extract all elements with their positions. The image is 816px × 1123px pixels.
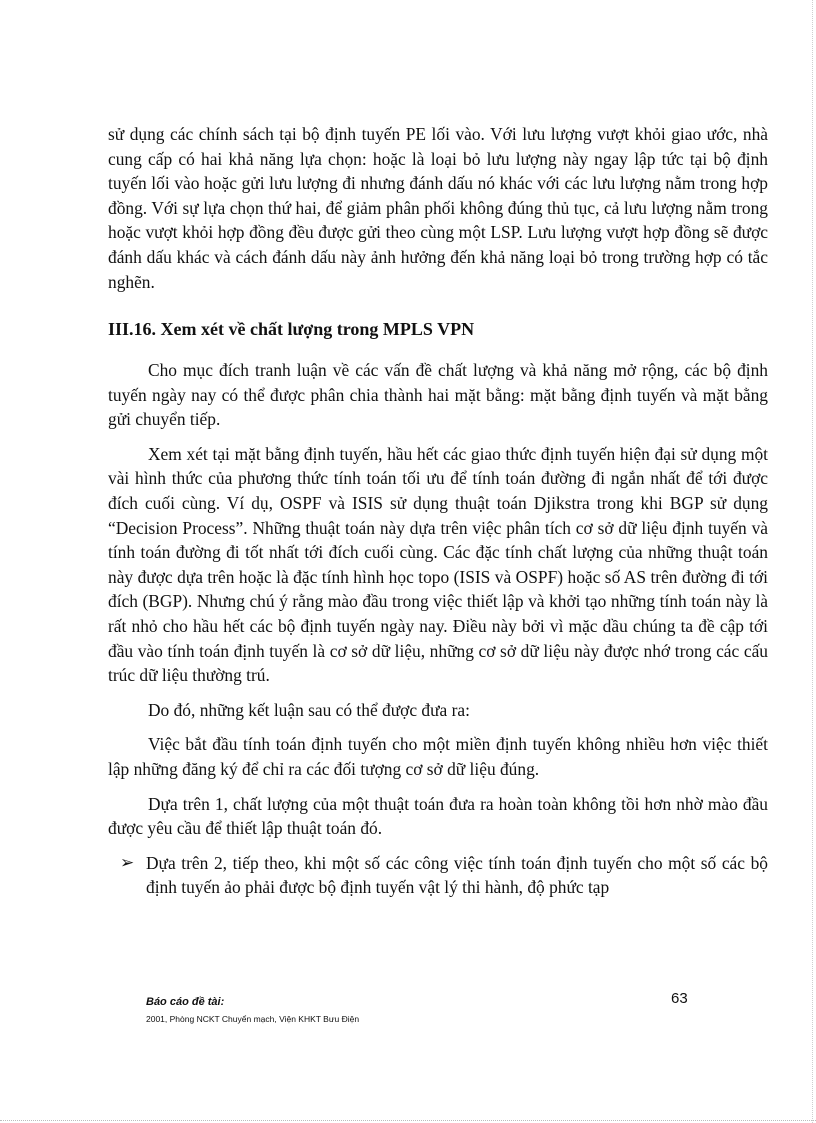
- paragraph-routing-plane: Xem xét tại mặt bằng định tuyến, hầu hết các giao thức định tuyến hiện đại sử dụng một vài hình thức của phương thức tính toán tối ưu để tính toán đường đi ngắn nhất để tới được đích cuối cùng. Ví dụ, OSPF và ISIS sử dụng thuật toán Djikstra trong khi BGP sử dụng “Decision Process”. Những thuật toán này dựa trên việc phân tích cơ sở dữ liệu định tuyến và tính toán đường đi tốt nhất tới đích cuối cùng. Các đặc tính chất lượng của những thuật toán này được dựa trên hoặc là đặc tính hình học topo (ISIS và OSPF) hoặc số AS trên đường đi tới đích (BGP). Nhưng chú ý rằng mào đầu trong việc thiết lập và khởi tạo những tính toán này là rất nhỏ cho hầu hết các bộ định tuyến ngày nay. Điều này bởi vì mặc dầu chúng ta đề cập tới đầu vào tính toán định tuyến là cơ sở dữ liệu, những cơ sở dữ liệu này được nhớ trong các cấu trúc dữ liệu thường trú.: [108, 443, 768, 686]
- paragraph-conclusion-2: Dựa trên 1, chất lượng của một thuật toán đưa ra hoàn toàn không tồi hơn nhờ mào đầu được yêu cầu để thiết lập thuật toán đó.: [108, 793, 768, 839]
- bullet-text: Dựa trên 2, tiếp theo, khi một số các công việc tính toán định tuyến cho một số các bộ định tuyến ảo phải được bộ định tuyến vật lý thi hành, độ phức tạp: [146, 852, 768, 898]
- paragraph-conclusions-intro: Do đó, những kết luận sau có thể được đưa ra:: [148, 699, 470, 720]
- footer-title: Báo cáo đề tài:: [146, 996, 225, 1008]
- section-heading: III.16. Xem xét về chất lượng trong MPLS VPN: [108, 319, 475, 339]
- right-border-rule: [812, 0, 813, 1123]
- footer-subtitle: 2001, Phòng NCKT Chuyển mạch, Viện KHKT Bưu Điện: [146, 1014, 360, 1024]
- paragraph-conclusion-1: Việc bắt đầu tính toán định tuyến cho một miền định tuyến không nhiều hơn việc thiết lập những đăng ký để chỉ ra các đối tượng cơ sở dữ liệu đúng.: [108, 734, 768, 779]
- paragraph-planes: Cho mục đích tranh luận về các vấn đề chất lượng và khả năng mở rộng, các bộ định tuyến ngày nay có thể được phân chia thành hai mặt bằng: mặt bằng định tuyến và mặt bằng gửi chuyển tiếp.: [108, 360, 768, 430]
- body-top: [108, 122, 768, 294]
- arrow-bullet-icon: ➢: [120, 852, 135, 873]
- bottom-border-rule: [0, 1120, 816, 1121]
- body-main: [108, 358, 768, 900]
- page-number: 63: [671, 990, 688, 1007]
- paragraph-continuation: sử dụng các chính sách tại bộ định tuyến PE lối vào. Với lưu lượng vượt khỏi giao ước, nhà cung cấp có hai khả năng lựa chọn: hoặc là loại bỏ lưu lượng này ngay lập tức tại bộ định tuyến lối vào hoặc gửi lưu lượng đi nhưng đánh dấu nó khác với các lưu lượng nằm trong hợp đồng. Với sự lựa chọn thứ hai, để giảm phân phối không đúng thủ tục, cả lưu lượng nằm trong hoặc vượt khỏi hợp đồng đều được gửi theo cùng một LSP. Lưu lượng vượt hợp đồng sẽ được đánh dấu khác và cách đánh dấu này ảnh hưởng đến khả năng loại bỏ trong trường hợp có tắc nghẽn.: [108, 124, 768, 292]
- bullet-item: [108, 851, 768, 900]
